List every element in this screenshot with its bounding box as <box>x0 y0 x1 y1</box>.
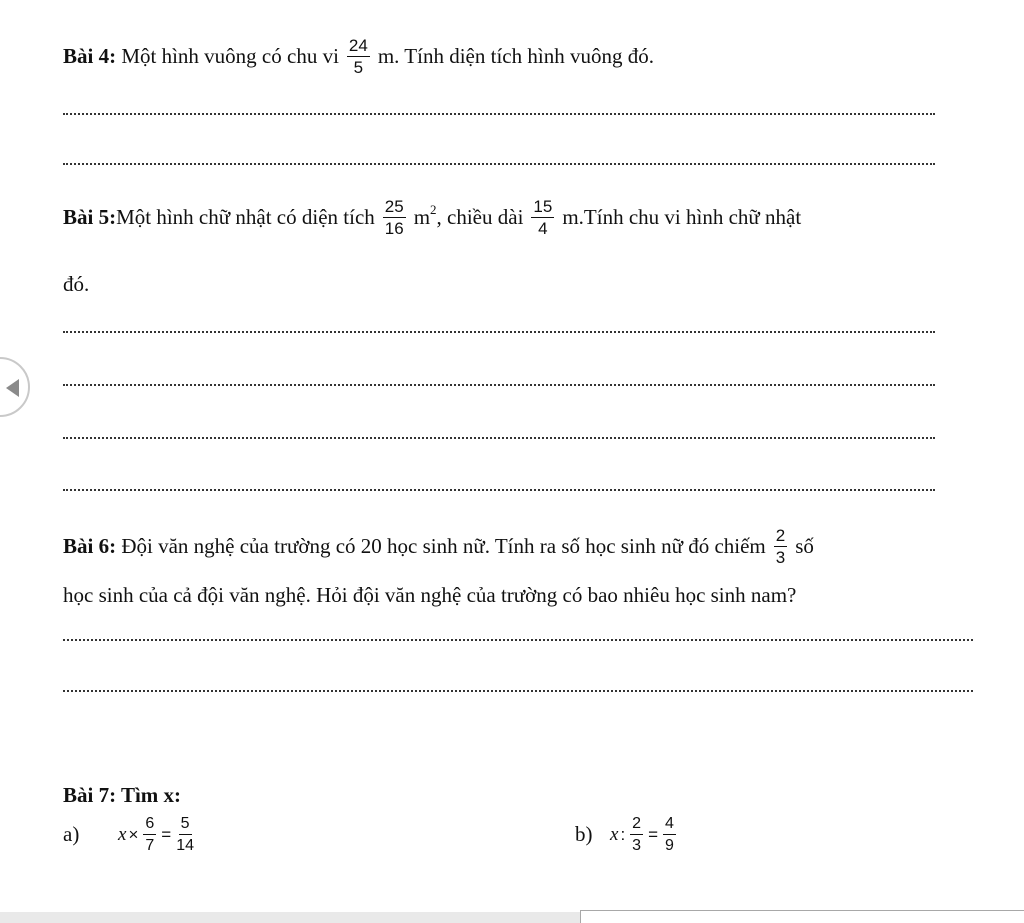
answer-line <box>63 690 973 692</box>
bai5-area-fraction <box>383 197 406 238</box>
bai6-fraction-den: 3 <box>775 548 786 567</box>
bai7-b <box>575 814 679 855</box>
bai7-title <box>63 783 181 808</box>
bai7-b-fraction-2 <box>663 814 676 855</box>
bai7-b-eq: = <box>648 824 659 844</box>
bai4-fraction-num: 24 <box>348 36 368 55</box>
bai7-b-label: b) <box>575 822 593 846</box>
bai7-b-var: x <box>610 823 619 845</box>
bai4-text-after: m. Tính diện tích hình vuông đó. <box>377 44 654 68</box>
bai4-label: Bài 4: <box>63 44 117 68</box>
bai4-fraction-den: 5 <box>353 58 364 77</box>
bai7-a-f1-num: 6 <box>143 814 156 835</box>
bai7-a-fraction-2 <box>176 814 194 855</box>
answer-line <box>63 384 935 386</box>
bai7-a <box>63 814 197 855</box>
bai7-b-fraction-1 <box>630 814 643 855</box>
bai6-fraction <box>774 526 787 567</box>
bai5-text-after: m.Tính chu vi hình chữ nhật <box>562 205 802 229</box>
bai5-area-unit-exp: 2 <box>430 201 437 217</box>
bai7-a-f2-num: 5 <box>179 814 192 835</box>
bai5-question <box>63 197 801 238</box>
bai7-a-eq: = <box>161 824 172 844</box>
bottom-panel <box>580 910 1024 923</box>
bai7-a-fraction-1 <box>143 814 156 855</box>
bai5-area-unit: m <box>413 205 431 229</box>
bai7-a-f1-den: 7 <box>145 837 155 854</box>
answer-line <box>63 489 935 491</box>
bai6-text-before: Đội văn nghệ của trường có 20 học sinh nữ. Tính ra số học sinh nữ đó chiếm <box>121 534 766 558</box>
bai5-text-before: Một hình chữ nhật có diện tích <box>116 205 375 229</box>
chevron-left-icon <box>6 379 19 397</box>
bai5-text-mid: , chiều dài <box>436 205 524 229</box>
bai6-text-after: số <box>795 534 814 558</box>
bai7-b-op: : <box>620 824 626 844</box>
bai6-line2-text: học sinh của cả đội văn nghệ. Hỏi đội văn nghệ của trường có bao nhiêu học sinh nam? <box>63 583 797 607</box>
bai7-b-f1-den: 3 <box>632 837 642 854</box>
bai5-label: Bài 5: <box>63 205 117 229</box>
bai7-b-f2-num: 4 <box>663 814 676 835</box>
bai5-length-num: 15 <box>533 197 553 216</box>
answer-line <box>63 639 973 641</box>
bai7-a-op: × <box>128 824 139 844</box>
bai5-line2-text: đó. <box>63 272 90 296</box>
bai7-b-f2-den: 9 <box>665 837 674 854</box>
answer-line <box>63 331 935 333</box>
bai7-a-var: x <box>118 823 127 845</box>
previous-page-button[interactable] <box>0 357 30 417</box>
bai6-question <box>63 526 814 567</box>
bai6-label: Bài 6: <box>63 534 117 558</box>
bai6-line2 <box>63 583 796 608</box>
bai6-fraction-num: 2 <box>775 526 786 545</box>
bai4-fraction <box>347 36 370 77</box>
answer-line <box>63 437 935 439</box>
bai7-label: Bài 7: Tìm x: <box>63 783 182 807</box>
bai5-area-den: 16 <box>384 219 404 238</box>
answer-line <box>63 113 935 115</box>
bai5-length-den: 4 <box>538 219 548 238</box>
bai5-area-num: 25 <box>384 197 404 216</box>
bai5-line2 <box>63 272 89 297</box>
bai4-text-before: Một hình vuông có chu vi <box>121 44 339 68</box>
answer-line <box>63 163 935 165</box>
bai7-a-label: a) <box>63 822 80 846</box>
bai7-a-f2-den: 14 <box>176 837 195 854</box>
bai4-question <box>63 36 654 77</box>
bai5-length-fraction <box>531 197 554 238</box>
bai7-b-f1-num: 2 <box>630 814 643 835</box>
